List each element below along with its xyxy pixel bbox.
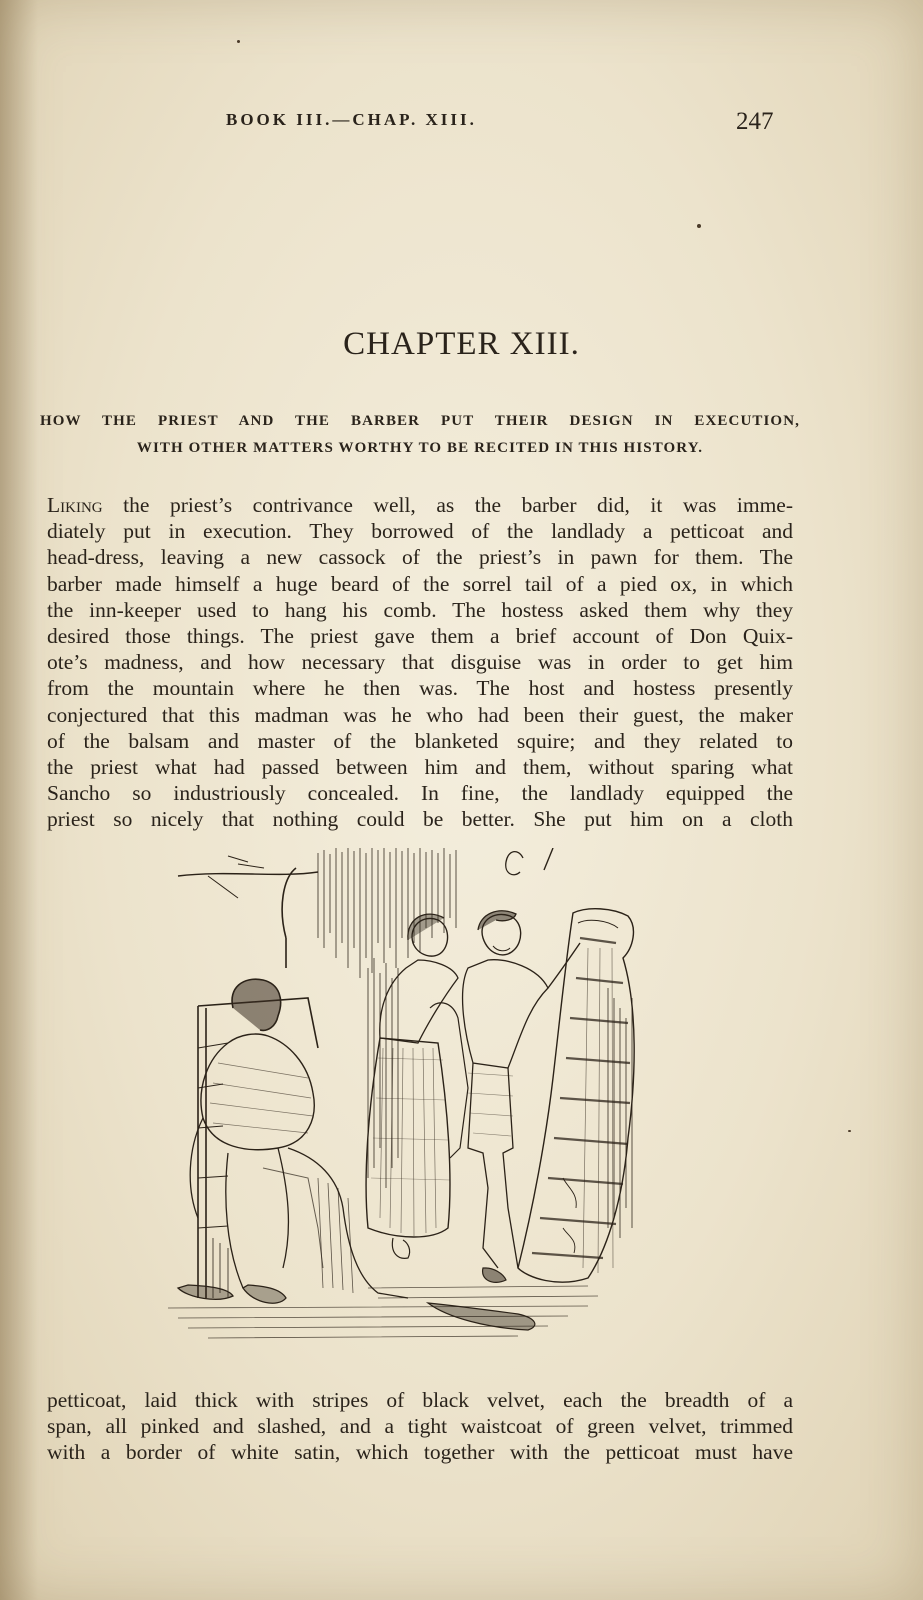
engraving-illustration <box>168 848 653 1363</box>
text-line-rest: the priest’s contrivance well, as the barber did, it was imme- <box>102 493 793 517</box>
seated-figure <box>178 979 408 1303</box>
text-line: desired those things. The priest gave them a brief account of Don Quix- <box>47 624 793 649</box>
paper-speck <box>697 224 701 228</box>
chapter-subtitle <box>40 408 800 462</box>
text-line: barber made himself a huge beard of the sorrel tail of a pied ox, in which <box>47 571 793 596</box>
chapter-subtitle-line: HOW THE PRIEST AND THE BARBER PUT THEIR DESIGN IN EXECUTION, <box>40 413 800 429</box>
chapter-title: CHAPTER XIII. <box>343 326 580 362</box>
text-line: the inn-keeper used to hang his comb. The hostess asked them why they <box>47 597 793 622</box>
text-line: the priest what had passed between him and them, without sparing what <box>47 755 793 780</box>
barber-figure <box>463 911 580 1282</box>
page-number: 247 <box>736 108 774 135</box>
dropword: Liking <box>47 493 103 517</box>
text-line: span, all pinked and slashed, and a tight waistcoat of green velvet, trimmed <box>47 1414 793 1439</box>
paragraph-1 <box>47 492 793 833</box>
curtain-hatching <box>318 848 632 1238</box>
text-line: with a border of white satin, which together with the petticoat must have <box>47 1440 793 1465</box>
text-line <box>47 492 793 518</box>
running-title: BOOK III.—CHAP. XIII. <box>226 110 477 129</box>
spine-shadow <box>0 0 38 1600</box>
petticoat <box>518 909 634 1282</box>
running-head <box>0 108 923 138</box>
paragraph-2 <box>47 1387 793 1466</box>
text-line: conjectured that this madman was he who had been their guest, the maker <box>47 702 793 727</box>
text-line: from the mountain where he then was. The host and hostess presently <box>47 676 793 701</box>
text-line: ote’s madness, and how necessary that disguise was in order to get him <box>47 650 793 675</box>
paper-speck <box>237 40 240 43</box>
paper-speck <box>848 1130 851 1132</box>
text-line: of the balsam and master of the blanketed squire; and they related to <box>47 728 793 753</box>
standing-woman <box>366 914 468 1258</box>
text-line: Sancho so industriously concealed. In fine, the landlady equipped the <box>47 781 793 806</box>
chapter-subtitle-line: WITH OTHER MATTERS WORTHY TO BE RECITED IN THIS HISTORY. <box>136 440 704 456</box>
text-line: petticoat, laid thick with stripes of black velvet, each the breadth of a <box>47 1388 793 1412</box>
text-line: head-dress, leaving a new cassock of the priest’s in pawn for them. The <box>47 545 793 570</box>
chair <box>198 998 318 1298</box>
text-line: diately put in execution. They borrowed of the landlady a petticoat and <box>47 519 793 544</box>
text-line: priest so nicely that nothing could be better. She put him on a cloth <box>47 807 793 832</box>
